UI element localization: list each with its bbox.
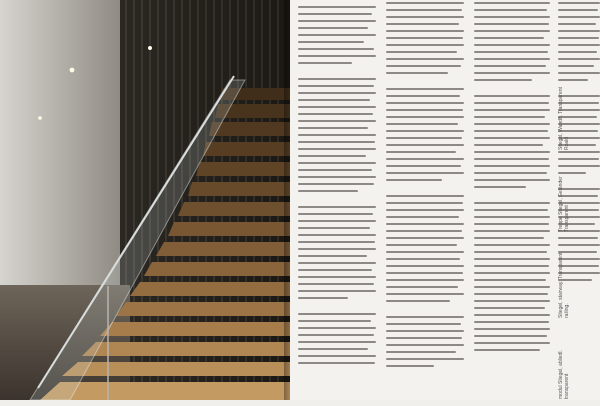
- staircase-illustration: [0, 0, 290, 400]
- photo-captions: [556, 0, 600, 400]
- text-column-1: [298, 0, 376, 406]
- caption-1: Stiegel, Wandfl. Transparent Roald: [558, 87, 570, 150]
- text-column-2: [386, 0, 464, 402]
- staircase-photo: [0, 0, 290, 400]
- wood-slat-wall: [120, 0, 290, 400]
- right-page: [290, 0, 600, 400]
- caption-2: Treppe Stiegel, Geländer Transparent: [558, 176, 570, 232]
- caption-3: Stiegel, stairway. Transparent railing.: [558, 252, 570, 318]
- text-column-3: [474, 0, 550, 402]
- caption-4: modul Stiegel, abliedl. transparent: [558, 350, 570, 399]
